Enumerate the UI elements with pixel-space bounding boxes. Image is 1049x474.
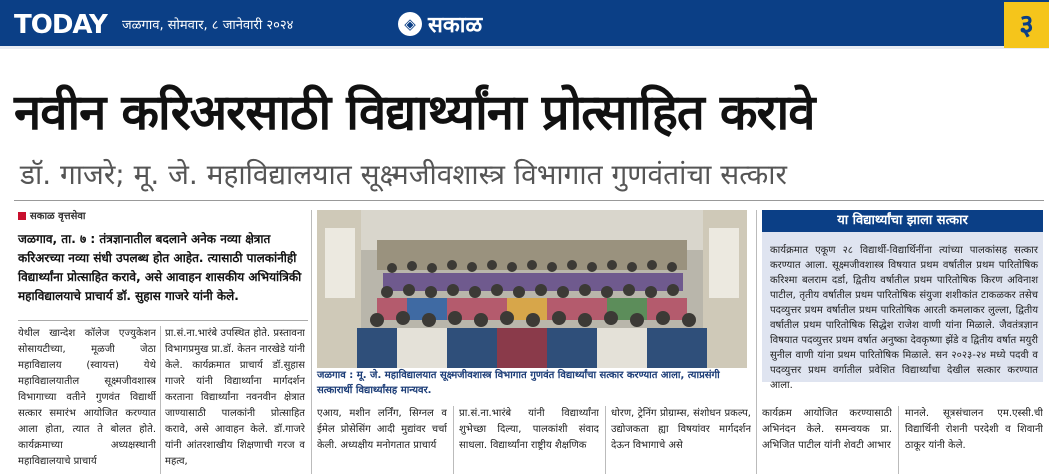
- column-divider: [160, 326, 161, 474]
- byline-text: सकाळ वृत्तसेवा: [30, 211, 86, 222]
- group-photo-illustration: [317, 210, 747, 368]
- column-divider: [756, 210, 757, 474]
- byline: [18, 208, 86, 222]
- article-column: प्रा.सं.ना.भारंबे उपस्थित होते. प्रस्तावना विभागप्रमुख प्रा.डॉ. केतन नारखेडे यांनी केले. कार्यक्रमात प्राचार्य डॉ.सुहास गाजरे यांनी विद्यार्थ्यांना मार्गदर्शन करताना विद्यार्थ्यांना नवनवीन क्षेत्रात जाण्यासाठी पालकांनी प्रोत्साहित करावे, असे आवाहन केले. डॉ.गाजरे यांनी आंतरशाखीय शिक्षणाची गरज व महत्व,: [165, 328, 305, 467]
- article-column: प्रा.सं.ना.भारंबे यांनी विद्यार्थ्यांना शुभेच्छा दिल्या, पालकांशी संवाद साधला. विद्यार्थ्यांना राष्ट्रीय शैक्षणिक: [459, 408, 599, 451]
- masthead-stripe: [0, 46, 1049, 49]
- logo-text: सकाळ: [428, 13, 483, 38]
- divider: [18, 320, 308, 321]
- subheadline: डॉ. गाजरे; मू. जे. महाविद्यालयात सूक्ष्मजीवशास्त्र विभागात गुणवंतांचा सत्कार: [20, 158, 787, 191]
- divider: [14, 200, 1044, 201]
- column-divider: [311, 210, 312, 474]
- column-divider: [605, 406, 606, 474]
- article-column: कार्यक्रम आयोजित करण्यासाठी अभिनंदन केले. समन्वयक प्रा. अभिजित पाटील यांनी शेवटी आभार: [762, 408, 892, 451]
- column-divider: [898, 406, 899, 474]
- article-column: एआय, मशीन लर्निंग, सिग्नल व ईमेल प्रोसेसिंग आदी मुद्यांवर चर्चा केली. अध्यक्षीय मनोगतात प्राचार्य: [317, 408, 447, 451]
- logo-emblem-icon: ◈: [398, 12, 422, 36]
- photo-caption: जळगाव : मू. जे. महाविद्यालयात सूक्ष्मजीवशास्त्र विभागात गुणवंत विद्यार्थ्यांचा सत्कार करण्यात आला, त्याप्रसंगी सत्कारार्थी विद्यार्थ्यांसह मान्यवर.: [317, 370, 720, 396]
- article-column: धोरण, ट्रेनिंग प्रोग्राम्स, संशोधन प्रकल्प, उद्योजकता ह्या विषयांवर मार्गदर्शन देऊन विभागाचे असे: [611, 408, 751, 451]
- sidebar-box-text: कार्यक्रमात एकूण २८ विद्यार्थी-विद्यार्थिनींना त्यांच्या पालकांसह सत्कार करण्यात आला. सूक्ष्मजीवशास्त्र विषयात प्रथम वर्षातील प्रथम पारितोषिक करिश्मा बलराम दर्डा, द्वितीय वर्षातील प्रथम पारितोषिक किरण अविनाश पाटील, तृतीय वर्षातील प्रथम पारितोषिक संयुजा शशीकांत टाकळकर तसेच पदव्युत्तर प्रथम वर्षातील प्रथम पारितोषिक आरती कमलाकर लुल्ला, द्वितीय वर्षातील प्रथम पारितोषिक सिद्धेश राजेश वाणी यांना मिळाले. जैवतंत्रज्ञान विषयात पदव्युत्तर प्रथम वर्षात अनुष्का देवकृष्णा झेंडे व द्वितीय वर्षात मयुरी सुनील वाणी यांना प्रथम पारितोषिक मिळाले. सन २०२३-२४ मध्ये पदवी व पदव्युत्तर प्रथम वर्गातील प्रवेशित विद्यार्थ्यांचा देखील सत्कार करण्यात आला.: [770, 245, 1038, 391]
- byline-marker-icon: [18, 212, 26, 220]
- column-divider: [453, 406, 454, 474]
- newspaper-logo: [398, 9, 482, 39]
- headline: नवीन करिअरसाठी विद्यार्थ्यांना प्रोत्साहित करावे: [14, 84, 815, 141]
- dateline: जळगाव, सोमवार, ८ जानेवारी २०२४: [122, 18, 294, 33]
- article-intro: जळगाव, ता. ७ : तंत्रज्ञानातील बदलाने अनेक नव्या क्षेत्रात करिअरच्या नव्या संधी उपलब्ध होत आहेत. त्यासाठी पालकांनीही विद्यार्थ्यांना प्रोत्साहित करावे, असे आवाहन शासकीय अभियांत्रिकी महाविद्यालयाचे प्राचार्य डॉ. सुहास गाजरे यांनी केले.: [18, 232, 302, 303]
- sidebar-box-title: या विद्यार्थ्यांचा झाला सत्कार: [762, 210, 1043, 232]
- article-column: येथील खान्देश कॉलेज एज्युकेशन सोसायटीच्या, मूळजी जेठा महाविद्यालय (स्वायत्त) येथे महाविद्यालयातील सूक्ष्मजीवशास्त्र विभागाच्या वतीने गुणवंत विद्यार्थी सत्कार समारंभ आयोजित करण्यात आला होता, त्यात ते बोलत होते. कार्यक्रमाच्या अध्यक्षस्थानी महाविद्यालयाचे प्राचार्य: [18, 328, 156, 467]
- group-photo: [317, 210, 747, 368]
- section-title: TODAY: [14, 10, 107, 40]
- page-number: ३: [1004, 2, 1049, 48]
- article-column: मानले. सूत्रसंचालन एम.एस्सी.ची विद्यार्थिनी रोशनी परदेशी व शिवानी ठाकूर यांनी केले.: [905, 408, 1043, 451]
